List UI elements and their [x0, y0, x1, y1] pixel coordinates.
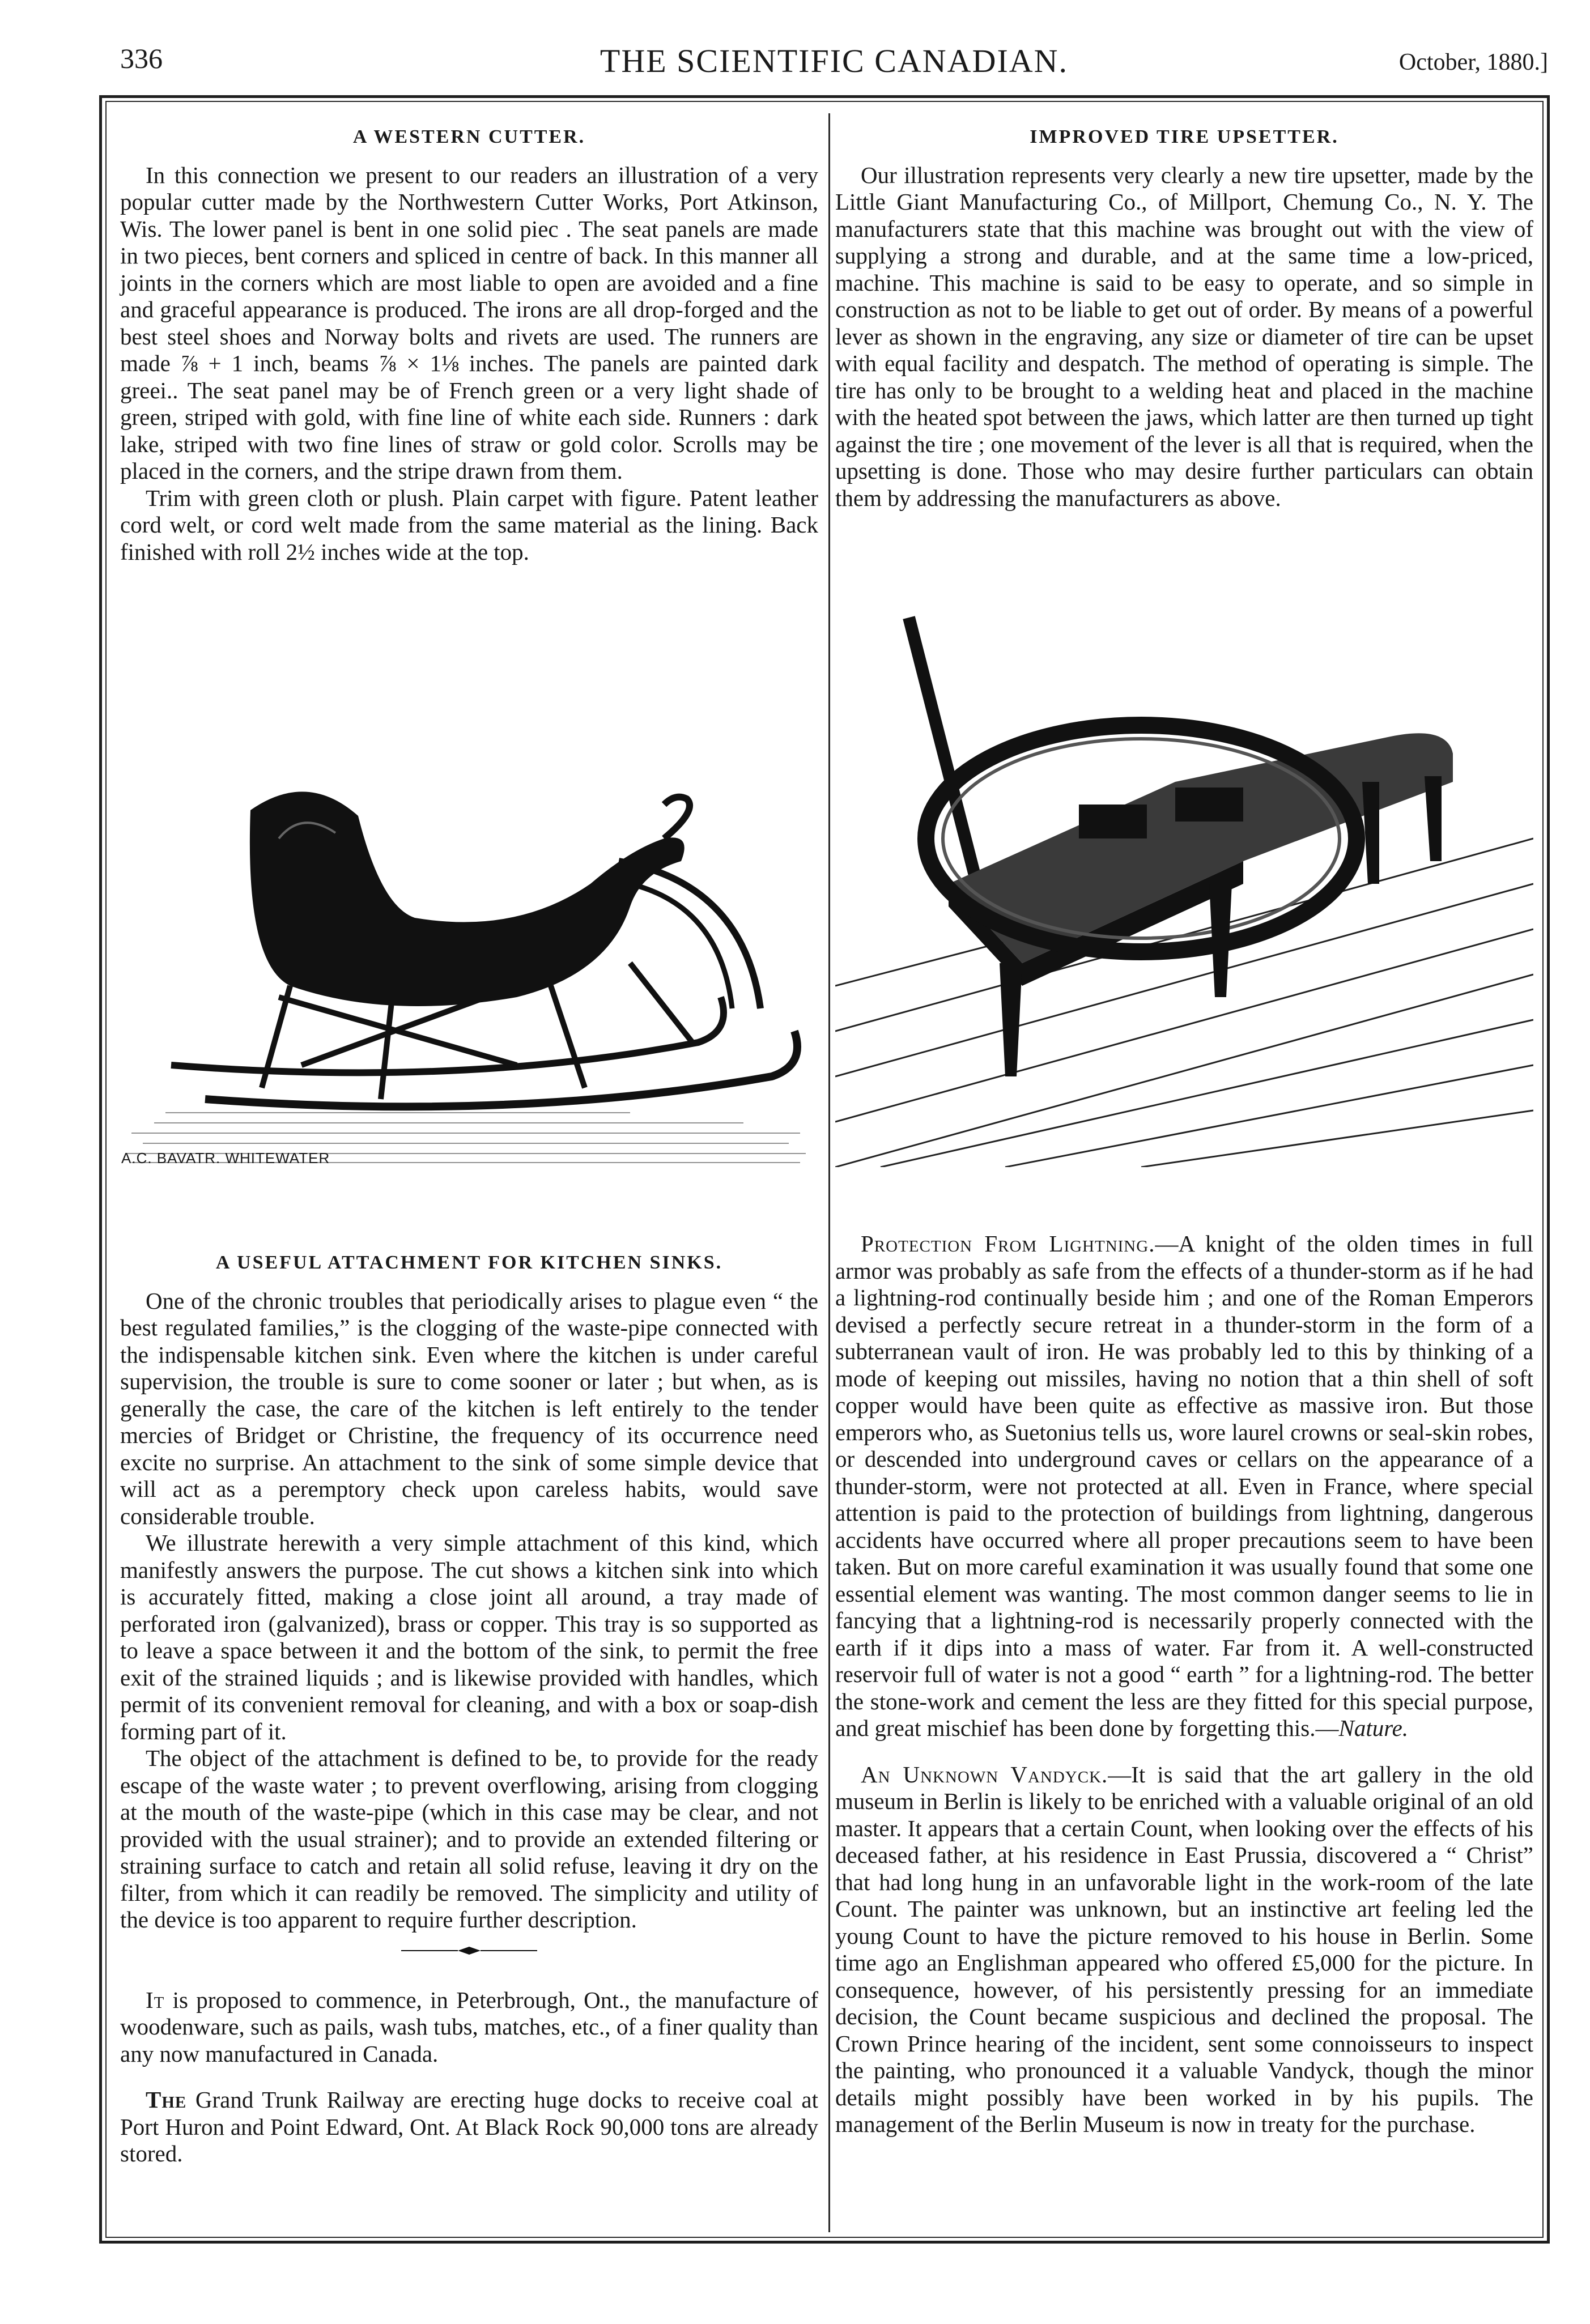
item-text: Grand Trunk Railway are erecting huge docks to receive coal at Port Huron and Point Edward, Ont. At Black Rock 90,000 tons are already stored. — [120, 2087, 818, 2166]
item-source: Nature. — [1338, 1715, 1409, 1741]
item-lead: An Unknown Vandyck. — [861, 1761, 1108, 1787]
column-rule — [828, 113, 830, 2232]
headline-western-cutter: A WESTERN CUTTER. — [352, 126, 586, 147]
item-lead: It — [146, 1986, 165, 2013]
article-lightning-vandyck — [835, 1231, 1533, 2138]
issue-date: October, 1880.] — [1398, 49, 1548, 75]
paragraph: We illustrate herewith a very simple attachment of this kind, which manifestly answers the purpose. The cut shows a kitchen sink into which is accurately fitted, making a close joint all around, a tray made of perforated iron (galvanized), brass or copper. This tray is so supported as to leave a space between it and the bottom of the sink, to permit the free exit of the strained liquids ; and is likewise provided with handles, which permit of its convenient removal for cleaning, and with a box or soap-dish forming part of it. — [120, 1530, 818, 1744]
item-text: —A knight of the olden times in full armor was probably as safe from the effects of a thunder-storm as if he had a lightning-rod continually beside him ; and one of the Roman Emperors devised a perfectly secure retreat in a thunder-storm in the form of a subterranean vault of iron. He was probably led to this by thinking of a mode of keeping out missiles, having no notion that a thin shell of soft copper would have been quite as effective as massive iron. But those emperors who, as Suetonius tells us, wore laurel crowns or seal-skin robes, or descended into underground caves or cellars on the appearance of a thunder-storm, were not protected at all. Even in France, where special attention is paid to the protection of buildings from lightning, dangerous accidents have occurred where all proper precautions seem to have been taken. But on more careful examination it was usually found that some one essential element was wanting. The most common danger seems to lie in fancying that a lightning-rod is necessarily properly connected with the earth if it dips into a mass of water. Far from it. A well-constructed reservoir full of water is not a good “ earth ” for a lightning-rod. The better the stone-work and cement the less are they fitted for this special purpose, and great mischief has been done by forgetting this.— — [835, 1231, 1533, 1741]
news-item-peterbrough — [120, 1987, 818, 2068]
news-item-grand-trunk — [120, 2087, 818, 2168]
cutter-sleigh-drawing — [120, 669, 818, 1167]
paragraph: Trim with green cloth or plush. Plain carpet with figure. Patent leather cord welt, or cord welt made from the same material as the lining. Back finished with roll 2½ inches wide at the top. — [120, 484, 818, 565]
divider-ornament — [401, 1945, 537, 1956]
article-tire-upsetter — [835, 124, 1533, 512]
cutter-illustration — [120, 669, 818, 1167]
paragraph: One of the chronic troubles that periodically arises to plague even “ the best regulated families,” is the clogging of the waste-pipe connected with the indispensable kitchen sink. Even where the kitchen is under careful supervision, the trouble is sure to come sooner or later ; but when, as is generally the case, the care of the kitchen is left entirely to the tender mercies of Bridget or Christine, the frequency of its occurrence need excite no surprise. An attachment to the sink of some simple device that will act as a peremptory check upon careless habits, would save considerable trouble. — [120, 1287, 818, 1529]
engraver-credit: A.C. BAVATR. WHITEWATER — [121, 1150, 330, 1167]
paragraph: In this connection we present to our readers an illustration of a very popular cutter made by the Northwestern Cutter Works, Port Atkinson, Wis. The lower panel is bent in one solid piec . The seat panels are made in two pieces, bent corners and spliced in centre of back. In this manner all joints in the corners which are most liable to open are avoided and a fine and graceful appearance is produced. The irons are all drop-forged and the best steel shoes and Norway bolts and rivets are used. The runners are made ⅞ + 1 inch, beams ⅞ × 1⅛ inches. The panels are painted dark greei.. The seat panel may be of French green or a very light shade of green, striped with gold, with fine line of white each side. Runners : dark lake, striped with two fine lines of straw or gold color. Scrolls may be placed in the corners, and the stripe drawn from them. — [120, 161, 818, 484]
item-text: —It is said that the art gallery in the old museum in Berlin is likely to be enriched with a valuable original of an old master. It appears that a certain Count, when looking over the effects of his deceased father, at his residence in East Prussia, discovered a “ Christ” that had long hung in an unfavorable light in the work-room of the late Count. The painter was unknown, but an instinctive art feeling led the young Count to have the picture removed to his house in Berlin. Some time ago an Englishman appeared who offered £5,000 for the picture. In consequence, however, of his persistently pressing for an immediate decision, the Count became suspicious and declined the proposal. The Crown Prince hearing of the incident, sent some connoisseurs to inspect the painting, who pronounced it a valuable Vandyck, though the minor details might possibly have been worked in by his pupils. The management of the Berlin Museum is now in treaty for the purchase. — [835, 1761, 1533, 2137]
item-lead: Protection From Lightning. — [861, 1231, 1155, 1257]
headline-kitchen-sinks: A USEFUL ATTACHMENT FOR KITCHEN SINKS. — [215, 1252, 723, 1273]
paragraph: Our illustration represents very clearly a new tire upsetter, made by the Little Giant Manufacturing Co., of Millport, Chemung Co., N. Y. The manufacturers state that this machine was brought out with the view of supplying a strong and durable, and at the same time a low-priced, machine. This machine is said to be easy to operate, and so simple in construction as not to be liable to get out of order. By means of a powerful lever as shown in the engraving, any size or diameter of tire can be upset with equal facility and despatch. The method of operating is simple. The tire has only to be brought to a welding heat and placed in the machine with the heated spot between the jaws, which latter are then turned up tight against the tire ; one movement of the lever is all that is required, when the upsetting is done. Those who may desire further particulars can obtain them by addressing the manufacturers as above. — [835, 161, 1533, 511]
article-western-cutter — [120, 124, 818, 565]
news-item-lightning — [835, 1231, 1533, 1742]
item-lead: The — [146, 2087, 187, 2113]
item-text: is proposed to commence, in Peterbrough, Ont., the manufacture of woodenware, such as pails, wash tubs, matches, etc., of a finer quality than any now manufactured in Canada. — [120, 1986, 818, 2067]
tire-upsetter-drawing — [835, 567, 1533, 1167]
headline-tire-upsetter: IMPROVED TIRE UPSETTER. — [1030, 126, 1339, 147]
article-kitchen-sinks — [120, 1249, 818, 2168]
section-divider — [120, 1934, 818, 1968]
running-head — [120, 34, 1548, 79]
page-number: 336 — [120, 42, 163, 74]
tire-upsetter-illustration — [835, 567, 1533, 1167]
publication-title: THE SCIENTIFIC CANADIAN. — [600, 42, 1069, 79]
news-item-vandyck — [835, 1761, 1533, 2138]
paragraph: The object of the attachment is defined to be, to provide for the ready escape of the waste water ; to prevent overflowing, arising from clogging at the mouth of the waste-pipe (which in this case may be clear, and not provided with the usual strainer); and to provide an extended filtering or straining surface to catch and retain all solid refuse, leaving it dry on the filter, from which it can readily be removed. The simplicity and utility of the device is too apparent to require further description. — [120, 1745, 818, 1933]
